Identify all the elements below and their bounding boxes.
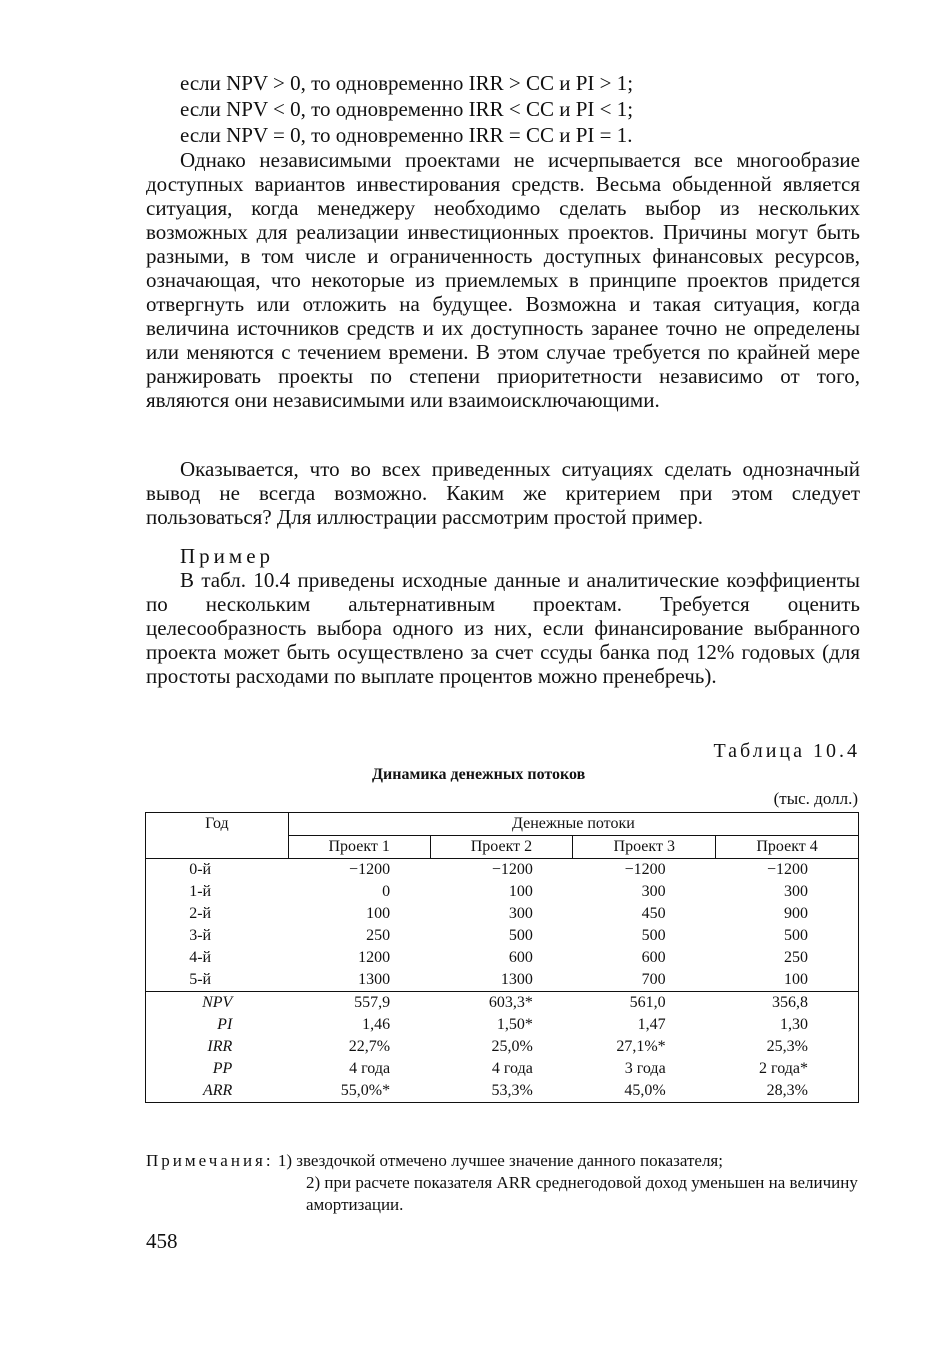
year-label: 5-й [189,971,212,988]
metric-label: PI [217,1016,233,1033]
table-cell: 22,7% [348,1038,391,1055]
table-cell: −1200 [491,861,533,878]
table-cell: 1,30 [780,1016,808,1033]
table-row [146,925,859,947]
table-cell: 356,8 [772,994,808,1011]
page-number: 458 [146,1229,178,1253]
paragraph-alternatives: Однако независимыми проектами не исчерпывается все многообразие доступных вариантов инвестирования средств. Весьма обыденной является ситуация, когда менеджеру необходимо сделать выбор из нескольких возможных для реализации инвестиционных проектов. Причины могут быть разными, в том числе и ограниченность доступных финансовых ресурсов, означающая, что некоторые из приемлемых в принципе проектов придется отвергнуть или отложить на будущее. Возможна и такая ситуация, когда величина источников средств и их доступность заранее точно не определены или меняются с течением времени. В этом случае требуется по крайней мере ранжировать проекты по степени приоритетности независимо от того, являются они независимыми или взаимоисключающими. [146,148,860,412]
table-cell: 250 [366,927,391,944]
table-cell: 100 [508,883,533,900]
table-cell: 45,0% [624,1082,666,1099]
table-cell: 1,50* [496,1016,533,1033]
table-row [146,903,859,925]
condition-line: если NPV < 0, то одновременно IRR < CC и PI < 1; [180,97,634,121]
metric-label: PP [212,1060,233,1077]
year-label: 4-й [189,949,212,966]
paragraph-criteria: Оказывается, что во всех приведенных ситуациях сделать однозначный вывод не всегда возможно. Каким же критерием при этом следует пользоваться? Для иллюстрации рассмотрим простой пример. [146,457,860,529]
header-project-3: Проект 3 [573,836,716,859]
table-cell: −1200 [349,861,391,878]
table-number: Таблица 10.4 [713,740,860,762]
header-project-4: Проект 4 [716,836,859,859]
year-label: 2-й [189,905,212,922]
metric-label: NPV [202,994,233,1011]
table-row [146,1036,859,1058]
metrics-section [146,992,859,1103]
table-cell: 600 [641,949,666,966]
table-cell: 0 [382,883,391,900]
table-row [146,947,859,969]
table-cell: 1,46 [362,1016,391,1033]
table-cell: 100 [366,905,391,922]
year-label: 1-й [189,883,212,900]
table-row [146,859,859,882]
table-row [146,1080,859,1103]
paragraph-example: В табл. 10.4 приведены исходные данные и аналитические коэффициенты по нескольким альтернативным проектам. Требуется оценить целесообразность выбора одного из них, если финансирование выбранного проекта может быть осуществлено за счет ссуды банка под 12% годовых (для простоты расходами по выплате процентов можно пренебречь). [146,568,860,688]
table-unit: (тыс. долл.) [773,789,858,808]
table-cell: 25,0% [491,1038,533,1055]
table-cell: 300 [784,883,808,900]
table-cell: 3 года [624,1060,666,1077]
header-cash-flows: Денежные потоки [288,813,858,836]
cash-flow-table [145,812,859,1103]
table-cell: 1,47 [637,1016,666,1033]
table-row [146,969,859,992]
notes-label: Примечания: [146,1151,274,1170]
conditions-block [180,70,633,148]
header-project-1: Проект 1 [288,836,430,859]
condition-line: если NPV = 0, то одновременно IRR = CC и PI = 1. [180,123,633,147]
table-cell: 2 года* [759,1060,808,1077]
table-cell: 500 [641,927,666,944]
condition-line: если NPV > 0, то одновременно IRR > CC и PI > 1; [180,71,634,95]
table-cell: 700 [641,971,666,988]
table-cell: 600 [508,949,533,966]
years-section [146,859,859,992]
table-cell: 603,3* [488,994,533,1011]
table-cell: 900 [784,905,808,922]
table-cell: 561,0 [629,994,666,1011]
table-cell: 4 года [491,1060,533,1077]
table-cell: −1200 [624,861,666,878]
note-1: 1) звездочкой отмечено лучшее значение данного показателя; [277,1151,723,1170]
table-cell: 100 [784,971,808,988]
year-label: 0-й [189,861,212,878]
table-row [146,1014,859,1036]
table-cell: 1300 [500,971,533,988]
table-row [146,1058,859,1080]
table-cell: 250 [784,949,808,966]
table-cell: 500 [508,927,533,944]
table-cell: 500 [784,927,808,944]
header-project-2: Проект 2 [430,836,573,859]
table-row [146,881,859,903]
table-cell: 1200 [358,949,391,966]
table-cell: 25,3% [766,1038,808,1055]
table-cell: 300 [641,883,666,900]
note-2: 2) при расчете показателя ARR среднегодовой доход уменьшен на величину амортизации. [306,1173,858,1214]
table-cell: 1300 [358,971,391,988]
table-cell: −1200 [766,861,808,878]
table-cell: 557,9 [354,994,391,1011]
table-row [146,992,859,1015]
table-cell: 4 года [349,1060,391,1077]
example-heading: Пример [180,544,275,568]
table-cell: 53,3% [491,1082,533,1099]
table-notes [146,1150,858,1214]
metric-label: IRR [207,1038,233,1055]
header-year: Год [146,813,289,859]
table-cell: 300 [508,905,533,922]
metric-label: ARR [202,1082,233,1099]
table-cell: 27,1%* [616,1038,666,1055]
table-cell: 55,0%* [340,1082,391,1099]
table-title: Динамика денежных потоков [372,766,586,783]
table-cell: 450 [641,905,666,922]
table-cell: 28,3% [766,1082,808,1099]
year-label: 3-й [189,927,212,944]
